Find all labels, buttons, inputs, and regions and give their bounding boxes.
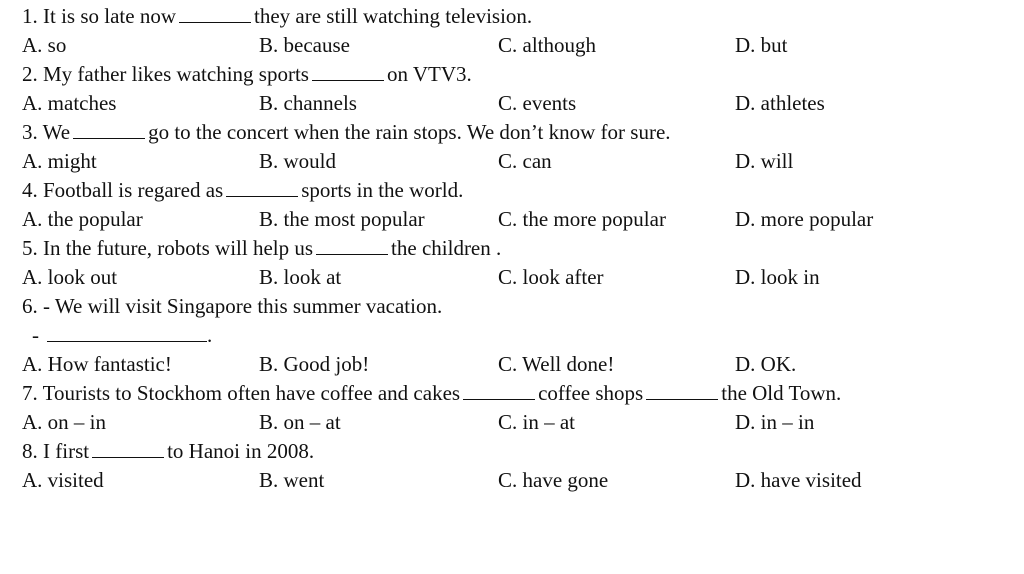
question-4-option-d: D. more popular bbox=[735, 207, 874, 231]
question-2-text-end: on VTV3. bbox=[386, 62, 472, 86]
question-6-text: 6. - We will visit Singapore this summer vacation. bbox=[22, 294, 443, 318]
question-5-text-end: the children . bbox=[391, 236, 502, 260]
question-7-text-end: the Old Town. bbox=[721, 381, 842, 405]
question-6 bbox=[22, 292, 1012, 321]
question-7-option-b: B. on – at bbox=[259, 410, 341, 434]
question-8-option-c: C. have gone bbox=[498, 468, 609, 492]
question-7-option-c: C. in – at bbox=[498, 410, 575, 434]
question-4-options bbox=[22, 205, 1012, 234]
question-3-text-start: 3. We bbox=[22, 120, 71, 144]
question-4 bbox=[22, 176, 1012, 205]
question-5 bbox=[22, 234, 1012, 263]
question-1-option-a: A. so bbox=[22, 33, 67, 57]
question-7-blank-2 bbox=[646, 381, 718, 400]
question-8-text-end: to Hanoi in 2008. bbox=[167, 439, 315, 463]
question-5-blank bbox=[316, 236, 388, 255]
question-7 bbox=[22, 379, 1012, 408]
question-6-option-a: A. How fantastic! bbox=[22, 352, 172, 376]
question-3-text-end: go to the concert when the rain stops. We don’t know for sure. bbox=[148, 120, 671, 144]
question-2-option-a: A. matches bbox=[22, 91, 117, 115]
question-5-text-start: 5. In the future, robots will help us bbox=[22, 236, 314, 260]
question-5-option-c: C. look after bbox=[498, 265, 604, 289]
question-6-option-b: B. Good job! bbox=[259, 352, 370, 376]
question-3 bbox=[22, 118, 1012, 147]
question-8-options bbox=[22, 466, 1012, 495]
question-2-blank bbox=[312, 62, 384, 81]
question-6-response-period: . bbox=[207, 323, 213, 347]
question-8-option-a: A. visited bbox=[22, 468, 104, 492]
question-1-blank bbox=[179, 4, 251, 23]
question-1 bbox=[22, 2, 1012, 31]
question-2 bbox=[22, 60, 1012, 89]
question-6-option-c: C. Well done! bbox=[498, 352, 615, 376]
question-7-text-start: 7. Tourists to Stockhom often have coffee and cakes bbox=[22, 381, 461, 405]
question-3-option-c: C. can bbox=[498, 149, 552, 173]
question-5-option-b: B. look at bbox=[259, 265, 342, 289]
question-6-options bbox=[22, 350, 1012, 379]
question-3-option-b: B. would bbox=[259, 149, 337, 173]
question-7-blank-1 bbox=[463, 381, 535, 400]
question-6-option-d: D. OK. bbox=[735, 352, 797, 376]
question-4-blank bbox=[226, 178, 298, 197]
question-4-option-b: B. the most popular bbox=[259, 207, 425, 231]
question-5-option-d: D. look in bbox=[735, 265, 820, 289]
question-2-options bbox=[22, 89, 1012, 118]
question-2-option-b: B. channels bbox=[259, 91, 357, 115]
question-3-option-a: A. might bbox=[22, 149, 97, 173]
question-4-text-end: sports in the world. bbox=[301, 178, 464, 202]
question-7-text-middle: coffee shops bbox=[538, 381, 644, 405]
question-6-response-dash: - bbox=[32, 323, 39, 347]
question-2-option-c: C. events bbox=[498, 91, 577, 115]
question-1-option-b: B. because bbox=[259, 33, 350, 57]
question-4-text-start: 4. Football is regared as bbox=[22, 178, 224, 202]
question-5-options bbox=[22, 263, 1012, 292]
question-8-option-b: B. went bbox=[259, 468, 325, 492]
question-7-option-a: A. on – in bbox=[22, 410, 106, 434]
question-4-option-c: C. the more popular bbox=[498, 207, 666, 231]
question-2-option-d: D. athletes bbox=[735, 91, 825, 115]
question-3-option-d: D. will bbox=[735, 149, 794, 173]
question-8-blank bbox=[92, 439, 164, 458]
question-5-option-a: A. look out bbox=[22, 265, 118, 289]
question-1-options bbox=[22, 31, 1012, 60]
worksheet bbox=[22, 2, 1012, 495]
question-8-option-d: D. have visited bbox=[735, 468, 862, 492]
question-6-response bbox=[22, 321, 1012, 350]
question-2-text-start: 2. My father likes watching sports bbox=[22, 62, 309, 86]
question-1-option-c: C. although bbox=[498, 33, 596, 57]
question-1-option-d: D. but bbox=[735, 33, 788, 57]
question-8 bbox=[22, 437, 1012, 466]
question-7-option-d: D. in – in bbox=[735, 410, 815, 434]
question-8-text-start: 8. I first bbox=[22, 439, 90, 463]
question-6-blank bbox=[47, 323, 207, 342]
question-4-option-a: A. the popular bbox=[22, 207, 143, 231]
question-3-blank bbox=[73, 120, 145, 139]
question-7-options bbox=[22, 408, 1012, 437]
question-1-text-end: they are still watching television. bbox=[253, 4, 533, 28]
question-3-options bbox=[22, 147, 1012, 176]
question-1-text-start: 1. It is so late now bbox=[22, 4, 176, 28]
